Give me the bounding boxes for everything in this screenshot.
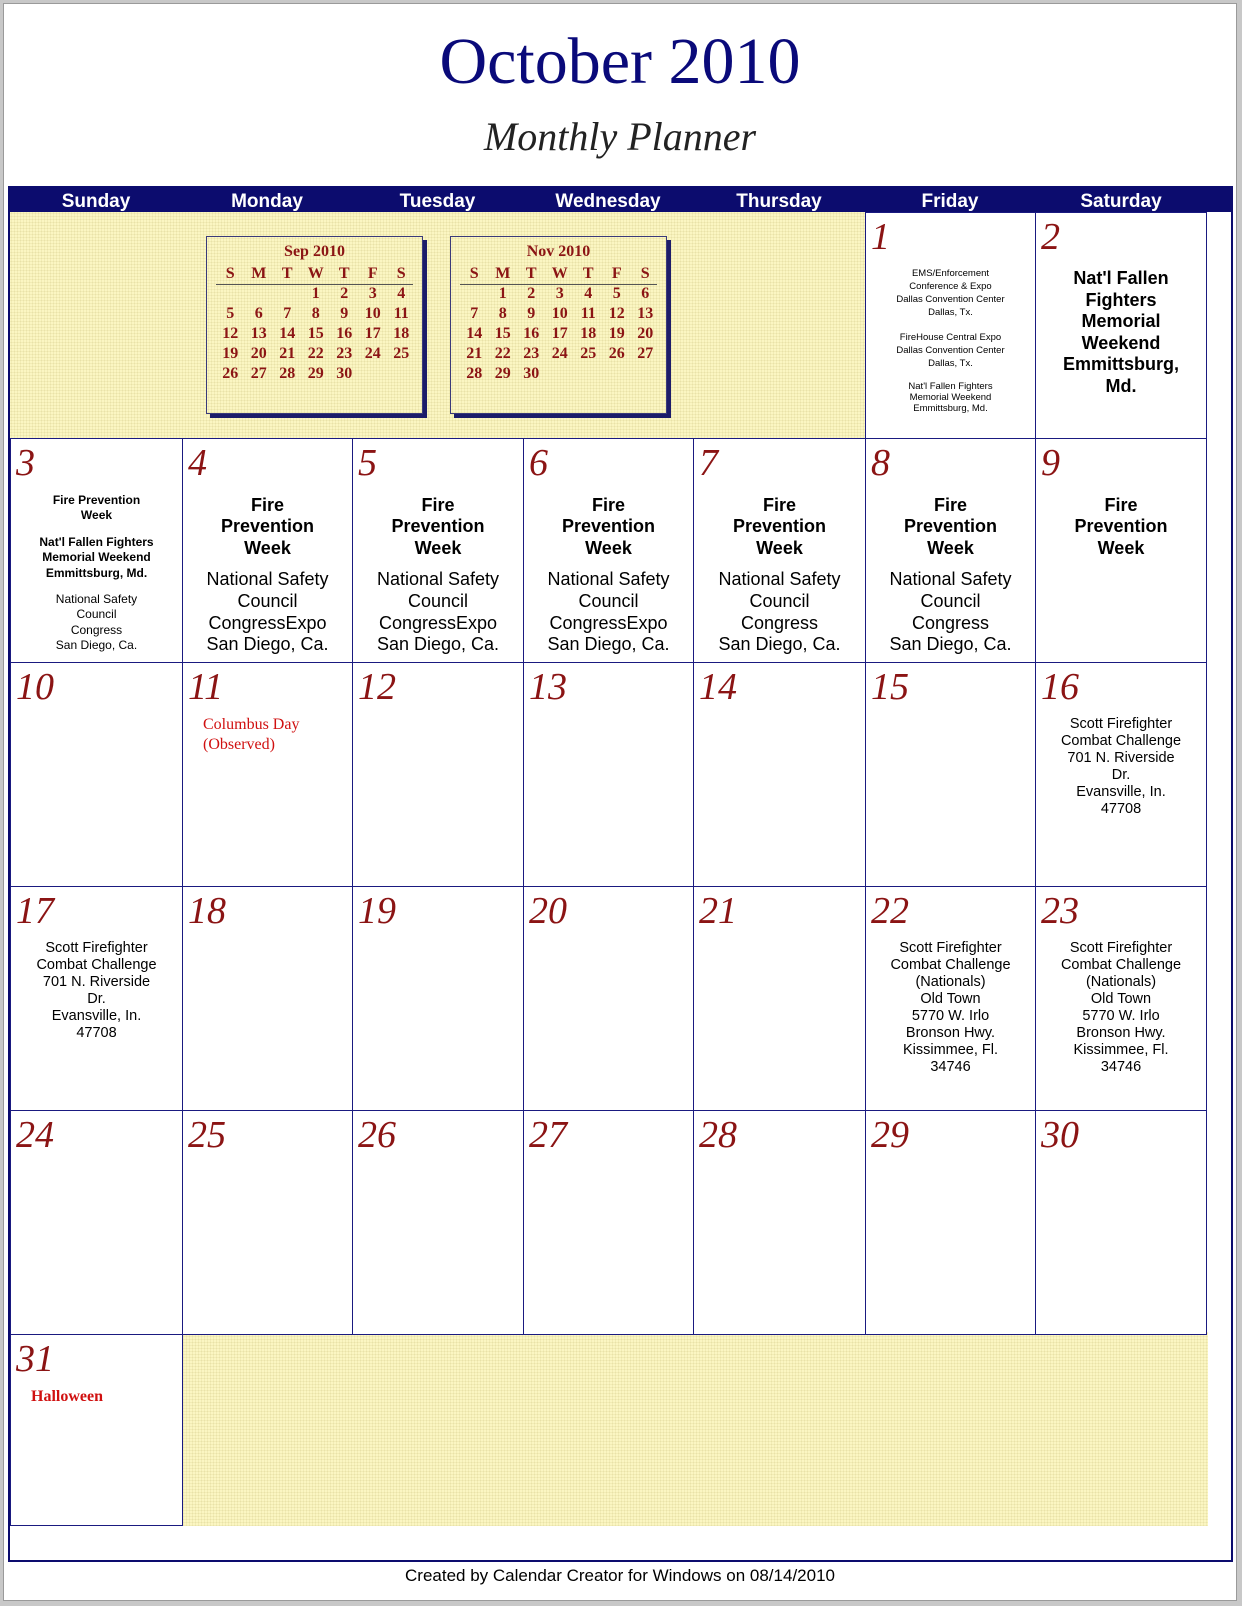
holiday-text: Columbus Day bbox=[203, 716, 300, 733]
mini-day: 18 bbox=[393, 325, 410, 342]
event-text: Combat Challenge bbox=[1060, 733, 1182, 749]
mini-day: 21 bbox=[466, 345, 483, 362]
mini-day: 2 bbox=[340, 285, 349, 302]
day-cell-11[interactable] bbox=[182, 662, 353, 887]
mini-day: 13 bbox=[250, 325, 267, 342]
mini-day: 28 bbox=[466, 365, 483, 382]
weekday-thursday: Thursday bbox=[736, 191, 822, 212]
mini-calendar-title: Nov 2010 bbox=[526, 243, 591, 260]
mini-day: 9 bbox=[527, 305, 536, 322]
event-text: Memorial bbox=[1081, 311, 1161, 331]
day-cell-15[interactable] bbox=[865, 662, 1036, 887]
day-number: 25 bbox=[188, 1114, 226, 1156]
day-number: 12 bbox=[358, 666, 396, 708]
mini-day: 20 bbox=[250, 345, 267, 362]
mini-dow: W bbox=[551, 264, 568, 282]
event-text: Memorial Weekend bbox=[42, 550, 151, 564]
event-text: CongressExpo bbox=[208, 613, 327, 633]
holiday-text: (Observed) bbox=[203, 736, 275, 753]
day-cell-14[interactable] bbox=[693, 662, 866, 887]
day-number: 27 bbox=[529, 1114, 567, 1156]
mini-day: 19 bbox=[222, 345, 239, 362]
mini-day: 13 bbox=[637, 305, 654, 322]
event-text: Congress bbox=[911, 613, 990, 633]
event-text: Council bbox=[407, 591, 469, 611]
day-cell-28[interactable] bbox=[693, 1110, 866, 1335]
event-text: 47708 bbox=[1100, 801, 1142, 817]
mini-dow: T bbox=[525, 264, 537, 282]
event-text: Fire bbox=[1104, 495, 1138, 515]
event-text: (Nationals) bbox=[915, 974, 986, 990]
mini-dow: S bbox=[225, 264, 235, 282]
mini-day: 22 bbox=[307, 345, 324, 362]
day-number: 11 bbox=[188, 666, 224, 708]
event-text: 34746 bbox=[1100, 1059, 1142, 1075]
event-text: 701 N. Riverside bbox=[1067, 750, 1175, 766]
event-text: Evansville, In. bbox=[51, 1008, 142, 1024]
mini-dow: T bbox=[582, 264, 594, 282]
weekday-monday: Monday bbox=[231, 191, 303, 212]
event-text: CongressExpo bbox=[549, 613, 668, 633]
mini-day: 18 bbox=[580, 325, 597, 342]
event-text: Prevention bbox=[391, 516, 485, 536]
day-cell-9[interactable] bbox=[1035, 438, 1207, 663]
day-cell-29[interactable] bbox=[865, 1110, 1036, 1335]
day-cell-10[interactable] bbox=[10, 662, 183, 887]
mini-day bbox=[387, 364, 416, 384]
mini-day: 17 bbox=[364, 325, 381, 342]
mini-day bbox=[359, 364, 388, 384]
weekday-friday: Friday bbox=[921, 191, 979, 212]
mini-day: 26 bbox=[608, 345, 625, 362]
event-text: San Diego, Ca. bbox=[376, 634, 500, 654]
mini-day: 6 bbox=[641, 285, 650, 302]
event-text: National Safety bbox=[547, 569, 670, 589]
mini-day: 12 bbox=[222, 325, 239, 342]
mini-day: 11 bbox=[580, 305, 596, 322]
mini-day: 4 bbox=[584, 285, 593, 302]
event-text: Week bbox=[80, 508, 113, 522]
day-number: 23 bbox=[1041, 890, 1079, 932]
event-text: 701 N. Riverside bbox=[42, 974, 151, 990]
day-cell-23[interactable] bbox=[1035, 886, 1207, 1111]
event-text: Combat Challenge bbox=[1060, 957, 1182, 973]
day-number: 26 bbox=[358, 1114, 396, 1156]
mini-day: 1 bbox=[498, 285, 507, 302]
day-number: 14 bbox=[699, 666, 737, 708]
mini-dow: S bbox=[640, 264, 650, 282]
event-text: Emmittsburg, Md. bbox=[913, 403, 988, 414]
mini-dow: M bbox=[251, 264, 267, 282]
day-cell-4[interactable] bbox=[182, 438, 353, 663]
event-text: Weekend bbox=[1081, 333, 1161, 353]
event-text: Fire bbox=[250, 495, 284, 515]
day-number: 15 bbox=[871, 666, 909, 708]
event-text: Memorial Weekend bbox=[909, 392, 992, 403]
mini-day: 3 bbox=[555, 285, 564, 302]
mini-day: 8 bbox=[311, 305, 320, 322]
day-cell-26[interactable] bbox=[352, 1110, 524, 1335]
weekday-header-row bbox=[10, 188, 1231, 212]
event-text: Bronson Hwy. bbox=[1076, 1025, 1166, 1041]
weekday-tuesday: Tuesday bbox=[399, 191, 476, 212]
mini-day: 24 bbox=[551, 345, 568, 362]
mini-day: 21 bbox=[279, 345, 296, 362]
mini-day bbox=[273, 284, 302, 304]
event-text: Scott Firefighter bbox=[45, 940, 148, 956]
day-cell-27[interactable] bbox=[523, 1110, 694, 1335]
mini-day: 7 bbox=[283, 305, 292, 322]
day-number: 28 bbox=[699, 1114, 737, 1156]
event-text: Fire bbox=[591, 495, 625, 515]
event-text: National Safety bbox=[889, 569, 1012, 589]
mini-day: 10 bbox=[551, 305, 568, 322]
event-text: Fire bbox=[762, 495, 796, 515]
mini-day: 30 bbox=[523, 365, 540, 382]
event-text: Prevention bbox=[1074, 516, 1168, 536]
day-cell-5[interactable] bbox=[352, 438, 524, 663]
event-text: Dr. bbox=[1111, 767, 1131, 783]
event-text: Scott Firefighter bbox=[1069, 940, 1173, 956]
event-text: Old Town bbox=[1090, 991, 1152, 1007]
event-text: Week bbox=[585, 538, 632, 558]
day-cell-30[interactable] bbox=[1035, 1110, 1207, 1335]
day-cell-13[interactable] bbox=[523, 662, 694, 887]
event-text: Council bbox=[76, 607, 117, 621]
event-text: 47708 bbox=[76, 1025, 117, 1041]
mini-day bbox=[603, 364, 632, 384]
event-text: Dr. bbox=[87, 991, 106, 1007]
weekday-sunday: Sunday bbox=[61, 191, 131, 212]
event-text: National Safety bbox=[718, 569, 841, 589]
day-number: 13 bbox=[529, 666, 567, 708]
event-text: Bronson Hwy. bbox=[905, 1025, 996, 1041]
day-number: 6 bbox=[529, 442, 548, 484]
event-text: San Diego, Ca. bbox=[547, 634, 670, 654]
event-text: Council bbox=[749, 591, 810, 611]
day-cell-17[interactable] bbox=[10, 886, 183, 1111]
event-text: (Nationals) bbox=[1085, 974, 1157, 990]
event-text: Nat'l Fallen Fighters bbox=[39, 535, 154, 549]
day-number: 20 bbox=[529, 890, 567, 932]
event-text: 5770 W. Irlo bbox=[911, 1008, 990, 1024]
day-number: 3 bbox=[16, 442, 35, 484]
event-text: Dallas, Tx. bbox=[928, 358, 973, 369]
event-text: Prevention bbox=[561, 516, 656, 536]
mini-day: 9 bbox=[340, 305, 349, 322]
weekday-wednesday: Wednesday bbox=[555, 191, 661, 212]
day-cell-25[interactable] bbox=[182, 1110, 353, 1335]
mini-day: 23 bbox=[523, 345, 540, 362]
day-cell-3[interactable] bbox=[10, 438, 183, 663]
mini-dow: W bbox=[307, 264, 324, 282]
event-text: Combat Challenge bbox=[890, 957, 1011, 973]
mini-day: 4 bbox=[397, 285, 406, 302]
event-text: EMS/Enforcement bbox=[911, 268, 990, 279]
event-text: Fire Prevention bbox=[52, 493, 141, 507]
day-cell-2[interactable] bbox=[1035, 212, 1207, 439]
event-text: Fire bbox=[933, 495, 967, 515]
mini-day: 5 bbox=[612, 285, 621, 302]
mini-calendar-title: Sep 2010 bbox=[284, 243, 345, 260]
event-text: Prevention bbox=[903, 516, 998, 536]
mini-day: 19 bbox=[608, 325, 625, 342]
mini-dow: T bbox=[281, 264, 293, 282]
event-text: CongressExpo bbox=[378, 613, 498, 633]
mini-calendar-sep bbox=[206, 236, 423, 414]
day-number: 2 bbox=[1041, 216, 1060, 258]
event-text: Council bbox=[920, 591, 981, 611]
event-text: National Safety bbox=[206, 569, 329, 589]
event-text: San Diego, Ca. bbox=[206, 634, 329, 654]
event-text: San Diego, Ca. bbox=[889, 634, 1012, 654]
day-cell-1[interactable] bbox=[865, 212, 1036, 439]
event-text: San Diego, Ca. bbox=[718, 634, 841, 654]
mini-day: 22 bbox=[494, 345, 511, 362]
mini-day: 24 bbox=[364, 345, 381, 362]
day-number: 10 bbox=[16, 666, 54, 708]
event-text: Prevention bbox=[220, 516, 315, 536]
event-text: Council bbox=[578, 591, 639, 611]
trailing-empty-area bbox=[182, 1332, 1208, 1526]
day-cell-22[interactable] bbox=[865, 886, 1036, 1111]
mini-day: 25 bbox=[393, 345, 410, 362]
event-text: Week bbox=[244, 538, 291, 558]
event-text: Dallas, Tx. bbox=[928, 307, 973, 318]
event-text: Kissimmee, Fl. bbox=[1073, 1042, 1169, 1058]
calendar-page bbox=[3, 3, 1237, 1601]
mini-day: 6 bbox=[254, 305, 263, 322]
mini-day: 17 bbox=[551, 325, 568, 342]
page-title: October 2010 bbox=[439, 25, 801, 98]
event-text: Nat'l Fallen Fighters bbox=[908, 381, 993, 392]
event-text: Fire bbox=[421, 495, 455, 515]
mini-day bbox=[216, 284, 245, 304]
day-number: 8 bbox=[871, 442, 890, 484]
mini-day bbox=[574, 364, 603, 384]
mini-day: 14 bbox=[466, 325, 483, 342]
weekday-saturday: Saturday bbox=[1080, 191, 1162, 212]
mini-day: 29 bbox=[307, 365, 324, 382]
day-number: 31 bbox=[16, 1338, 54, 1380]
mini-day: 27 bbox=[637, 345, 654, 362]
mini-calendar-table bbox=[216, 263, 416, 384]
day-cell-19[interactable] bbox=[352, 886, 524, 1111]
mini-day: 3 bbox=[368, 285, 377, 302]
day-number: 1 bbox=[871, 216, 890, 258]
day-cell-18[interactable] bbox=[182, 886, 353, 1111]
mini-day: 29 bbox=[494, 365, 511, 382]
day-number: 16 bbox=[1041, 666, 1079, 708]
mini-day: 27 bbox=[250, 365, 267, 382]
event-text: 5770 W. Irlo bbox=[1082, 1008, 1160, 1024]
page-subtitle: Monthly Planner bbox=[483, 114, 757, 159]
day-number: 22 bbox=[871, 890, 909, 932]
mini-day: 15 bbox=[494, 325, 511, 342]
event-text: National Safety bbox=[55, 592, 138, 606]
mini-day: 11 bbox=[393, 305, 409, 322]
event-text: Kissimmee, Fl. bbox=[902, 1042, 999, 1058]
event-text: Combat Challenge bbox=[36, 957, 157, 973]
event-text: Dallas Convention Center bbox=[896, 345, 1005, 356]
month-grid bbox=[10, 212, 1231, 1560]
event-text: Conference & Expo bbox=[909, 281, 992, 292]
mini-day bbox=[631, 364, 660, 384]
day-number: 18 bbox=[188, 890, 226, 932]
event-text: Week bbox=[756, 538, 803, 558]
mini-day: 30 bbox=[336, 365, 353, 382]
mini-day: 10 bbox=[364, 305, 381, 322]
event-text: Dallas Convention Center bbox=[896, 294, 1005, 305]
mini-day: 5 bbox=[226, 305, 235, 322]
mini-day bbox=[546, 364, 575, 384]
event-text: National Safety bbox=[376, 569, 500, 589]
event-text: Emmittsburg, Md. bbox=[45, 566, 148, 580]
mini-day: 20 bbox=[637, 325, 654, 342]
leading-empty-area bbox=[10, 212, 866, 438]
event-text: Evansville, In. bbox=[1076, 784, 1166, 800]
event-text: Congress bbox=[70, 623, 123, 637]
mini-calendar-nov bbox=[450, 236, 667, 414]
mini-day: 14 bbox=[279, 325, 296, 342]
day-cell-7[interactable] bbox=[693, 438, 866, 663]
mini-day bbox=[460, 284, 489, 304]
mini-day: 26 bbox=[222, 365, 239, 382]
event-text: Scott Firefighter bbox=[899, 940, 1002, 956]
mini-dow: T bbox=[338, 264, 350, 282]
event-text: Md. bbox=[1105, 376, 1137, 396]
event-text: FireHouse Central Expo bbox=[899, 332, 1002, 343]
day-cell-24[interactable] bbox=[10, 1110, 183, 1335]
mini-dow: S bbox=[396, 264, 406, 282]
event-text: Congress bbox=[740, 613, 819, 633]
mini-day: 16 bbox=[336, 325, 353, 342]
day-cell-20[interactable] bbox=[523, 886, 694, 1111]
day-cell-16[interactable] bbox=[1035, 662, 1207, 887]
mini-day: 28 bbox=[279, 365, 296, 382]
mini-dow: F bbox=[367, 264, 378, 282]
day-number: 21 bbox=[699, 890, 737, 932]
mini-day: 23 bbox=[336, 345, 353, 362]
mini-day: 2 bbox=[527, 285, 536, 302]
day-number: 30 bbox=[1041, 1114, 1079, 1156]
day-number: 24 bbox=[16, 1114, 54, 1156]
footer-credit: Created by Calendar Creator for Windows on 08/14/2010 bbox=[405, 1566, 835, 1585]
mini-day: 16 bbox=[523, 325, 540, 342]
event-text: Emmittsburg, bbox=[1062, 354, 1179, 374]
mini-day: 8 bbox=[498, 305, 507, 322]
event-text: Week bbox=[414, 538, 462, 558]
mini-dow: F bbox=[611, 264, 622, 282]
day-cell-12[interactable] bbox=[352, 662, 524, 887]
event-text: Week bbox=[1097, 538, 1145, 558]
day-number: 5 bbox=[358, 442, 377, 484]
event-text: 34746 bbox=[930, 1059, 971, 1075]
mini-day: 12 bbox=[608, 305, 625, 322]
day-number: 19 bbox=[358, 890, 396, 932]
day-number: 7 bbox=[699, 442, 718, 484]
event-text: Council bbox=[237, 591, 298, 611]
mini-day: 7 bbox=[470, 305, 479, 322]
event-text: Scott Firefighter bbox=[1069, 716, 1173, 732]
event-text: Nat'l Fallen bbox=[1073, 268, 1169, 288]
mini-calendar-table bbox=[460, 263, 660, 384]
event-text: Fighters bbox=[1085, 290, 1157, 310]
holiday-text: Halloween bbox=[31, 1388, 103, 1405]
event-text: Old Town bbox=[920, 991, 981, 1007]
event-text: Week bbox=[927, 538, 974, 558]
day-cell-31[interactable] bbox=[10, 1334, 183, 1526]
event-text: Prevention bbox=[732, 516, 827, 536]
day-cell-21[interactable] bbox=[693, 886, 866, 1111]
mini-day: 15 bbox=[307, 325, 324, 342]
calendar-grid-frame bbox=[8, 186, 1233, 1562]
mini-day bbox=[245, 284, 274, 304]
mini-dow: M bbox=[495, 264, 511, 282]
mini-dow: S bbox=[469, 264, 479, 282]
mini-day: 25 bbox=[580, 345, 597, 362]
day-number: 4 bbox=[188, 442, 207, 484]
mini-day: 1 bbox=[311, 285, 320, 302]
day-number: 9 bbox=[1041, 442, 1060, 484]
day-number: 29 bbox=[871, 1114, 909, 1156]
day-cell-6[interactable] bbox=[523, 438, 694, 663]
event-text: San Diego, Ca. bbox=[55, 638, 138, 652]
day-number: 17 bbox=[16, 890, 54, 932]
day-cell-8[interactable] bbox=[865, 438, 1036, 663]
